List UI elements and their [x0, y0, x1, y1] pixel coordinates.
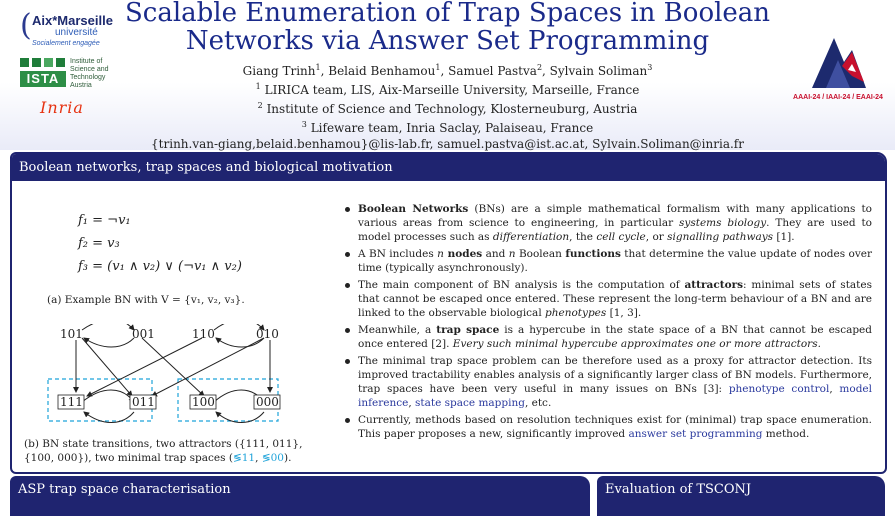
bn-equations [78, 209, 242, 278]
amu-logo-line3: Socialement engagée [32, 40, 100, 47]
graph-node: 011 [132, 395, 155, 409]
bullet-icon [345, 328, 350, 333]
state-transition-graph [42, 324, 302, 429]
graph-node: 000 [256, 395, 279, 409]
poster-header [0, 0, 895, 150]
amu-logo [18, 8, 118, 52]
bullet-icon [345, 283, 350, 288]
inline-link[interactable]: answer set programming [628, 428, 763, 440]
inline-link[interactable]: model inference [358, 383, 872, 409]
author-names: Giang Trinh$^1$, Belaid Benhamou$^1$, Samuel Pastva$^2$, Sylvain Soliman$^3$ [242, 63, 653, 78]
equation: f₂ = v₃ [78, 236, 120, 251]
aaai-mountain-icon [808, 32, 868, 92]
motivation-section [10, 152, 887, 474]
motivation-bullets [342, 202, 872, 444]
author-name: Samuel Pastva [448, 64, 537, 78]
ista-logo-text: Institute of Science and Technology Austria [70, 58, 109, 89]
bullet-icon [345, 207, 350, 212]
bullet-item: Currently, methods based on resolution techniques exist for (minimal) trap space enumeration. This paper proposes a new, significantly improved answer set programming method. [342, 413, 872, 441]
author-name: Giang Trinh [242, 64, 316, 78]
ista-mark-icon [20, 58, 66, 90]
evaluation-section-header [597, 476, 885, 516]
inline-link[interactable]: state space mapping [415, 397, 525, 409]
asp-section-title: ASP trap space characterisation [18, 482, 231, 497]
graph-node: 111 [60, 395, 83, 409]
graph-node: 101 [60, 327, 83, 341]
figure-caption-a: (a) Example BN with V = {v₁, v₂, v₃}. [47, 294, 245, 306]
equation: f₁ = ¬v₁ [78, 213, 131, 228]
evaluation-section-title: Evaluation of TSCONJ [605, 482, 752, 497]
graph-node: 001 [132, 327, 155, 341]
aaai-logo [790, 32, 885, 107]
author-emails: {trinh.van-giang,belaid.benhamou}@lis-lab.fr, samuel.pastva@ist.ac.at, Sylvain.Soliman@inria.fr [151, 137, 744, 151]
graph-node: 110 [192, 327, 215, 341]
inline-link[interactable]: phenotype control [728, 383, 830, 395]
author-block [140, 60, 755, 152]
bullet-icon [345, 418, 350, 423]
equation: f₃ = (v₁ ∧ v₂) ∨ (¬v₁ ∧ v₂) [78, 259, 242, 274]
bullet-item: Meanwhile, a trap space is a hypercube in the state space of a BN that cannot be escaped once entered [2]. Every such minimal hypercube approximates one or more attractors. [342, 323, 872, 351]
affiliation: $^3$ Lifeware team, Inria Saclay, Palaiseau, France [301, 120, 594, 135]
affiliation: $^2$ Institute of Science and Technology, Klosterneuburg, Austria [257, 101, 638, 116]
figure-caption-b: (b) BN state transitions, two attractors ({111, 011}, {100, 000}), two minimal trap spaces (≶11, ≶00). [24, 438, 303, 464]
author-name: Sylvain Soliman [549, 64, 648, 78]
bullet-item: The minimal trap space problem can be therefore used as a proxy for attractor detection. Its improved tractability enables analysis of a significantly larger class of BN models. Furthermore, trap spaces have been very useful in many issues on BNs [3]: phenotype control, model inference, state space mapping, etc. [342, 354, 872, 410]
bullet-item: The main component of BN analysis is the computation of attractors: minimal sets of states that cannot be escaped once entered. These represent the long-term behaviour of a BN and are linked to the observable biological phenotypes [1, 3]. [342, 278, 872, 320]
asp-section-header [10, 476, 590, 516]
author-name: Belaid Benhamou [328, 64, 436, 78]
ista-logo [20, 58, 120, 92]
graph-node: 010 [256, 327, 279, 341]
bullet-icon [345, 359, 350, 364]
bullet-item: A BN includes n nodes and n Boolean functions that determine the value update of nodes over time (typically asynchronously). [342, 247, 872, 275]
trap-space-label: ≶11 [232, 452, 256, 464]
graph-node: 100 [192, 395, 215, 409]
trap-space-label: ≶00 [261, 452, 284, 464]
section-title: Boolean networks, trap spaces and biological motivation [12, 154, 885, 181]
bullet-icon [345, 252, 350, 257]
amu-logo-line1: Aix*Marseille [32, 13, 113, 28]
amu-logo-line2: université [55, 27, 98, 38]
conference-label: AAAI-24 / IAAI-24 / EAAI-24 [793, 94, 883, 101]
affiliation: $^1$ LIRICA team, LIS, Aix-Marseille University, Marseille, France [255, 82, 640, 97]
ista-logo-word: ISTA [20, 71, 66, 87]
amu-bracket-icon: ( [20, 8, 32, 43]
poster-title: Scalable Enumeration of Trap Spaces in Boolean Networks via Answer Set Programming [124, 0, 771, 56]
inria-logo: Inria [40, 98, 84, 117]
bullet-item: Boolean Networks (BNs) are a simple mathematical formalism with many applications to various areas from science to engineering, in particular systems biology. They are used to model processes such as differentiation, the cell cycle, or signalling pathways [1]. [342, 202, 872, 244]
